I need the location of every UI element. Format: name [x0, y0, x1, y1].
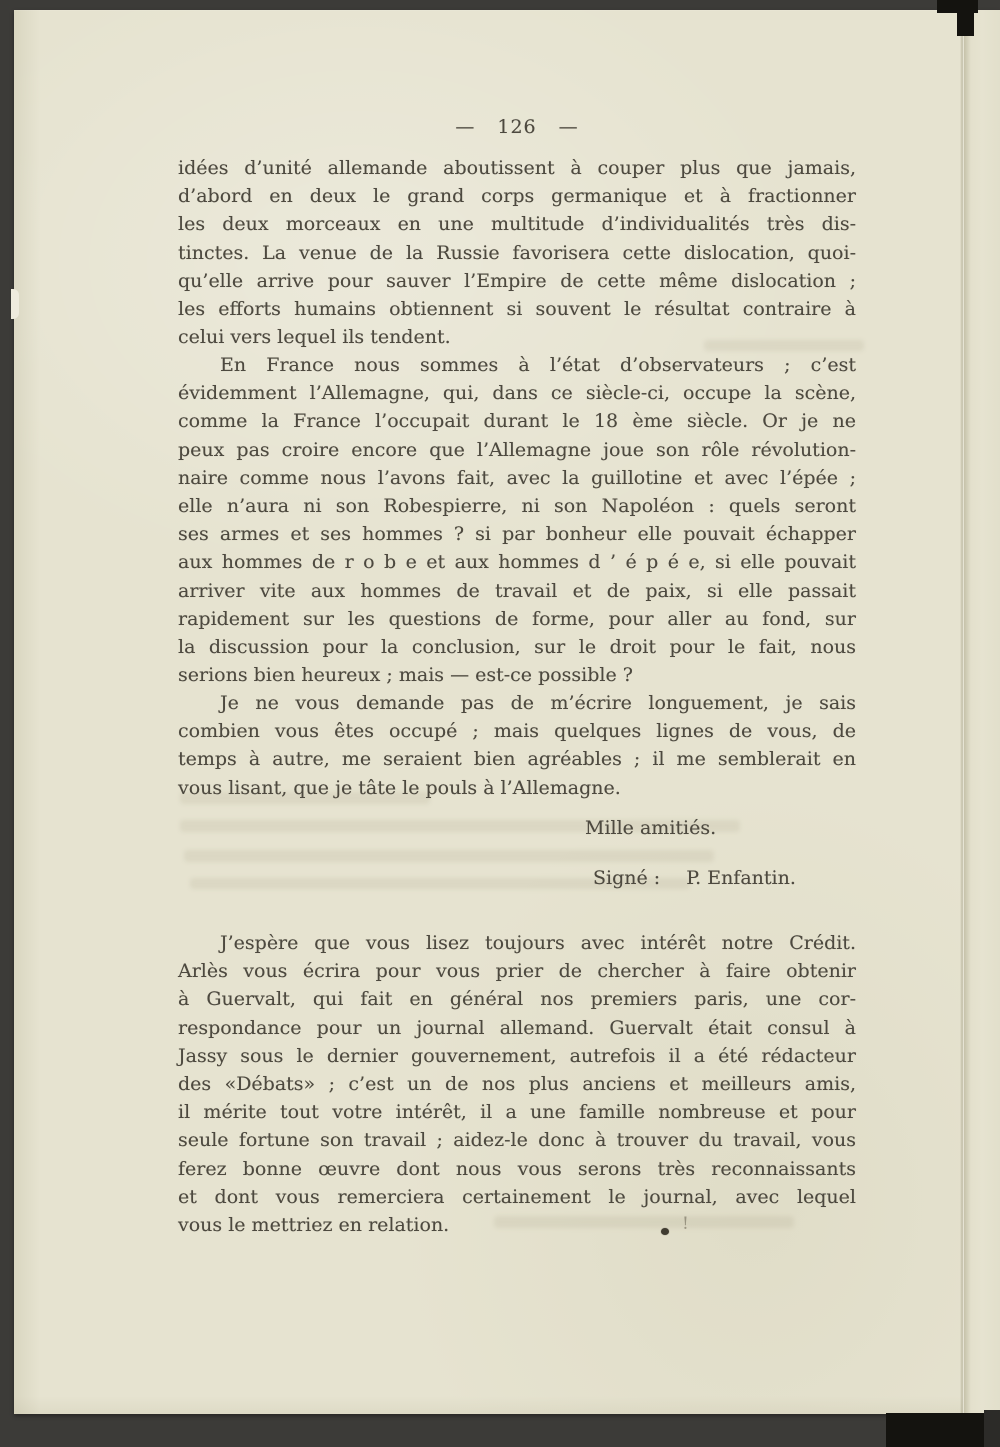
text-line: à Guervalt, qui fait en général nos premiers paris, une cor-	[178, 988, 856, 1011]
text-line: elle n’aura ni son Robespierre, ni son Napoléon : quels seront	[178, 494, 856, 517]
text-line: vous le mettriez en relation.	[178, 1213, 450, 1236]
text-line: ferez bonne œuvre dont nous vous serons très reconnaissants	[178, 1157, 856, 1180]
binding-tab-top	[957, 0, 974, 36]
text-line: Arlès vous écrira pour vous prier de chercher à faire obtenir	[178, 960, 856, 983]
header-dash-right: —	[558, 116, 579, 138]
text-line: et dont vous remerciera certainement le journal, avec lequel	[178, 1185, 856, 1208]
text-line: des «Débats» ; c’est un de nos plus anciens et meilleurs amis,	[178, 1072, 856, 1095]
text-line: En France nous sommes à l’état d’observateurs ; c’est	[220, 354, 856, 376]
text-line: Jassy sous le dernier gouvernement, autrefois il a été rédacteur	[178, 1044, 856, 1067]
next-page-edge	[964, 10, 1000, 1414]
text-line: combien vous êtes occupé ; mais quelques lignes de vous, de	[178, 720, 856, 743]
binding-shadow-corner	[984, 1410, 1000, 1447]
text-line: naire comme nous l’avons fait, avec la guillotine et avec l’épée ;	[178, 466, 856, 489]
text-line: peux pas croire encore que l’Allemagne joue son rôle révolution-	[178, 438, 856, 461]
text-line: J’espère que vous lisez toujours avec intérêt notre Crédit.	[220, 932, 856, 954]
binding-tab-bottom	[886, 1413, 986, 1447]
book-page	[14, 10, 1000, 1414]
text-line: seule fortune son travail ; aidez-le donc à trouver du travail, vous	[178, 1129, 856, 1152]
text-line: serions bien heureux ; mais — est-ce possible ?	[178, 664, 633, 687]
ink-mark: !	[682, 1214, 689, 1234]
signature-name: P. Enfantin.	[686, 867, 796, 889]
text-line: d’abord en deux le grand corps germanique et à fractionner	[178, 185, 856, 208]
bleed-smudge	[184, 850, 714, 862]
page-header	[178, 116, 856, 145]
text-line: respondance pour un journal allemand. Guervalt était consul à	[178, 1016, 856, 1039]
text-line: qu’elle arrive pour sauver l’Empire de cette même dislocation ;	[178, 269, 856, 292]
paragraph-3	[178, 689, 856, 802]
text-line: vous lisant, que je tâte le pouls à l’Allemagne.	[178, 776, 621, 799]
header-dash-left: —	[455, 116, 476, 138]
text-line: il mérite tout votre intérêt, il a une famille nombreuse et pour	[178, 1101, 856, 1124]
paragraph-2	[178, 351, 856, 689]
text-line: celui vers lequel ils tendent.	[178, 326, 451, 349]
text-line: les efforts humains obtiennent si souvent le résultat contraire à	[178, 297, 856, 320]
text-line: rapidement sur les questions de forme, pour aller au fond, sur	[178, 607, 856, 630]
text-line: arriver vite aux hommes de travail et de paix, si elle passait	[178, 579, 856, 602]
text-line: ses armes et ses hommes ? si par bonheur elle pouvait échapper	[178, 523, 856, 546]
page-edge-nick	[11, 289, 19, 319]
page-number: 126	[497, 116, 537, 138]
paragraph-1	[178, 154, 856, 351]
text-line: comme la France l’occupait durant le 18 ème siècle. Or je ne	[178, 410, 856, 433]
text-line: idées d’unité allemande aboutissent à couper plus que jamais,	[178, 157, 856, 179]
text-line: temps à autre, me seraient bien agréables ; il me semblerait en	[178, 748, 856, 771]
signature-line	[593, 864, 796, 893]
text-line: tinctes. La venue de la Russie favorisera cette dislocation, quoi-	[178, 241, 856, 264]
text-line: les deux morceaux en une multitude d’individualités très dis-	[178, 213, 856, 236]
paragraph-4	[178, 929, 856, 1239]
text-line: Je ne vous demande pas de m’écrire longuement, je sais	[220, 692, 856, 714]
salutation: Mille amitiés.	[585, 817, 717, 839]
ink-spot	[661, 1228, 669, 1235]
text-line: évidemment l’Allemagne, qui, dans ce siècle-ci, occupe la scène,	[178, 382, 856, 405]
text-line: la discussion pour la conclusion, sur le droit pour le fait, nous	[178, 635, 856, 658]
text-line: aux hommes de r o b e et aux hommes d ’ é p é e, si elle pouvait	[178, 551, 856, 574]
signature-label: Signé :	[593, 867, 661, 889]
